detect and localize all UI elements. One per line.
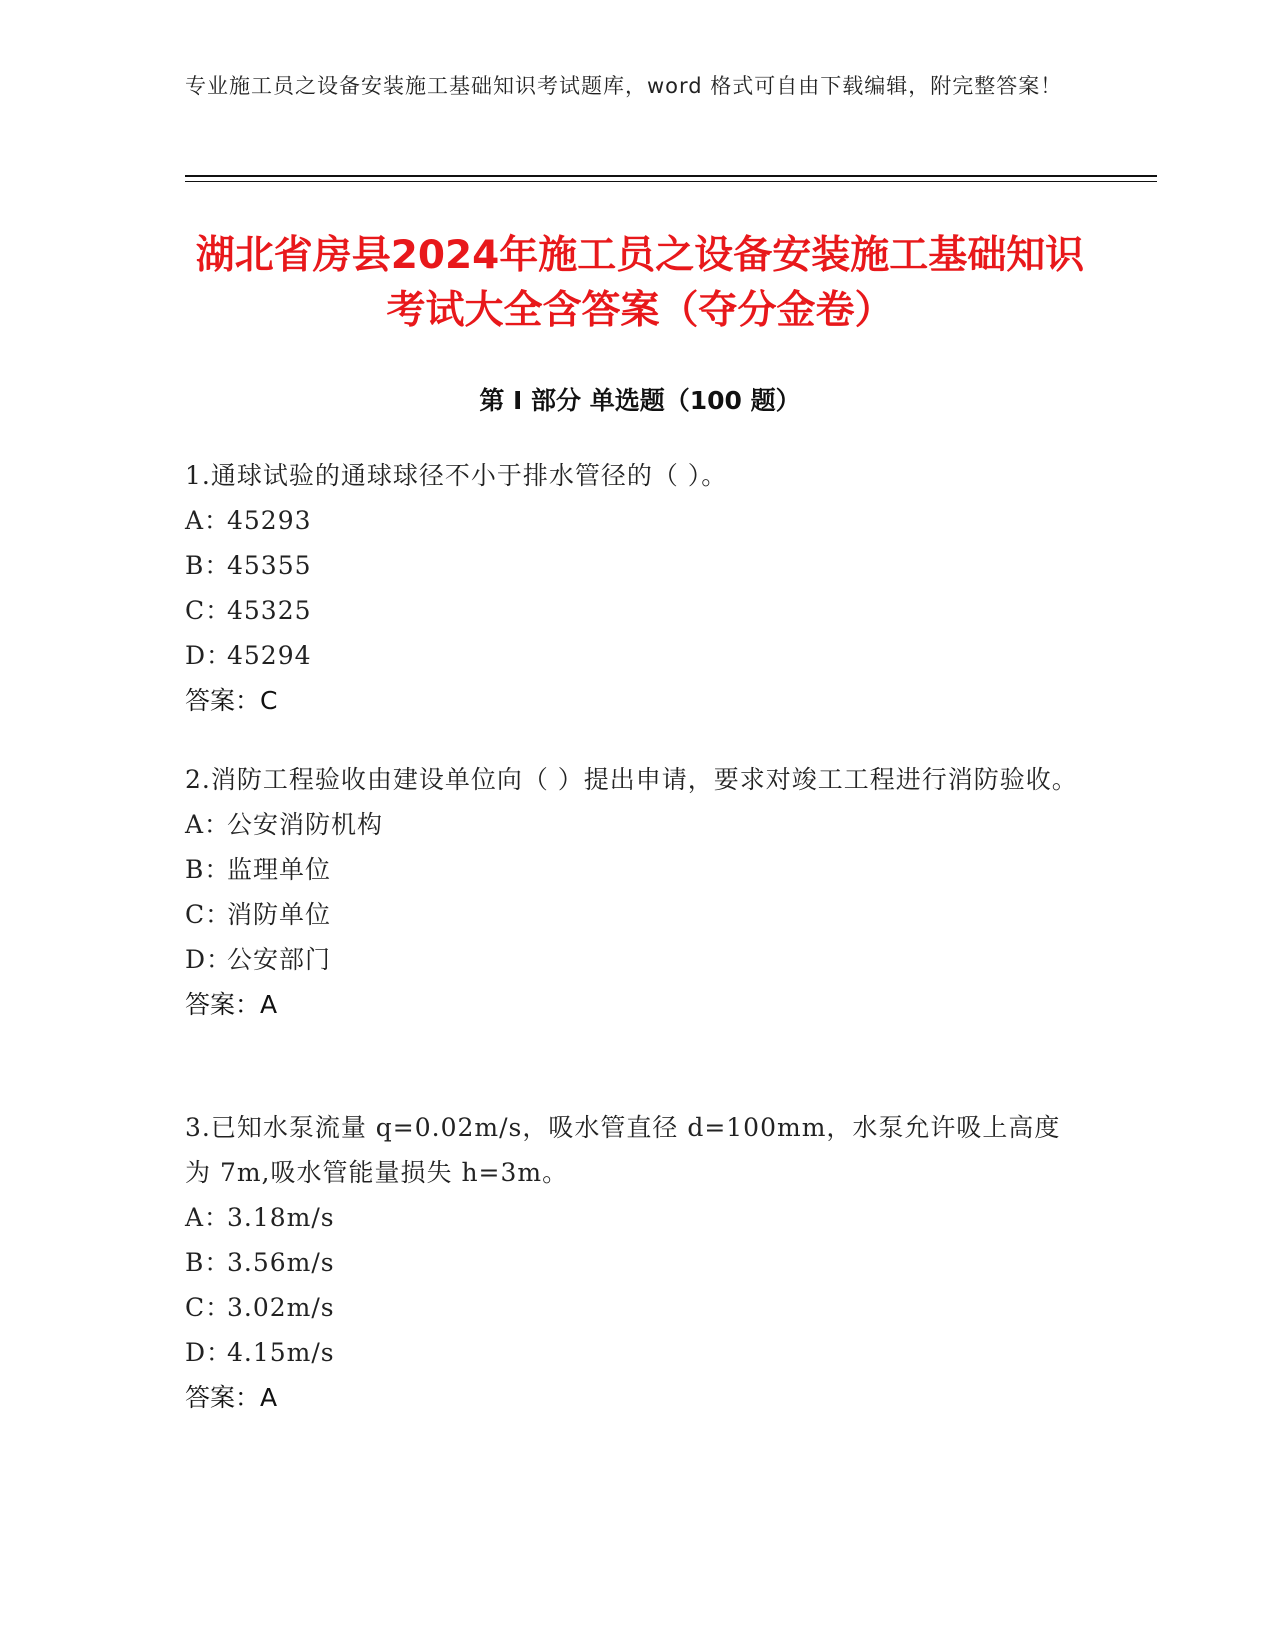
header-divider-thin (185, 181, 1157, 182)
option-c (185, 892, 1080, 937)
option-b (185, 1240, 1080, 1285)
option-key: D： (185, 1338, 233, 1367)
answer-line: 答案：A (185, 990, 278, 1019)
option-key: B： (185, 855, 231, 884)
option-text: 3.56m/s (227, 1248, 335, 1277)
answer-line: 答案：A (185, 1383, 278, 1412)
option-a (185, 498, 1080, 543)
option-key: D： (185, 641, 233, 670)
option-text: 4.15m/s (227, 1338, 335, 1367)
option-key: A： (185, 1203, 231, 1232)
option-text: 监理单位 (227, 855, 332, 884)
option-key: B： (185, 1248, 231, 1277)
option-key: C： (185, 900, 232, 929)
question-stem: 1.通球试验的通球球径不小于排水管径的（ ）。 (185, 461, 728, 490)
document-title: 湖北省房县2024年施工员之设备安装施工基础知识考试大全含答案（夺分金卷） (195, 233, 1085, 333)
question-stem: 2.消防工程验收由建设单位向（ ）提出申请，要求对竣工工程进行消防验收。 (185, 765, 1078, 794)
option-text: 45294 (227, 641, 312, 670)
option-d (185, 1330, 1080, 1375)
option-text: 公安部门 (227, 945, 332, 974)
option-c (185, 588, 1080, 633)
question-3 (185, 1105, 1080, 1420)
option-text: 3.18m/s (227, 1203, 335, 1232)
answer-line: 答案：C (185, 686, 278, 715)
header-divider-thick (185, 175, 1157, 177)
question-2 (185, 757, 1080, 1027)
question-stem: 3.已知水泵流量 q=0.02m/s，吸水管直径 d=100mm，水泵允许吸上高度为 7m,吸水管能量损失 h=3m。 (185, 1113, 1061, 1187)
option-key: C： (185, 596, 232, 625)
question-1 (185, 453, 1080, 723)
option-key: D： (185, 945, 233, 974)
header-note: 专业施工员之设备安装施工基础知识考试题库，word 格式可自由下载编辑，附完整答案！ (185, 74, 1063, 98)
option-d (185, 633, 1080, 678)
option-key: C： (185, 1293, 232, 1322)
option-text: 3.02m/s (227, 1293, 335, 1322)
option-text: 公安消防机构 (227, 810, 384, 839)
option-text: 45293 (227, 506, 312, 535)
option-text: 45355 (227, 551, 312, 580)
option-a (185, 1195, 1080, 1240)
section-heading: 第 I 部分 单选题（100 题） (479, 386, 801, 415)
option-text: 45325 (227, 596, 312, 625)
option-key: A： (185, 810, 231, 839)
option-key: A： (185, 506, 231, 535)
option-a (185, 802, 1080, 847)
option-d (185, 937, 1080, 982)
option-text: 消防单位 (227, 900, 332, 929)
option-b (185, 543, 1080, 588)
option-b (185, 847, 1080, 892)
option-key: B： (185, 551, 231, 580)
option-c (185, 1285, 1080, 1330)
